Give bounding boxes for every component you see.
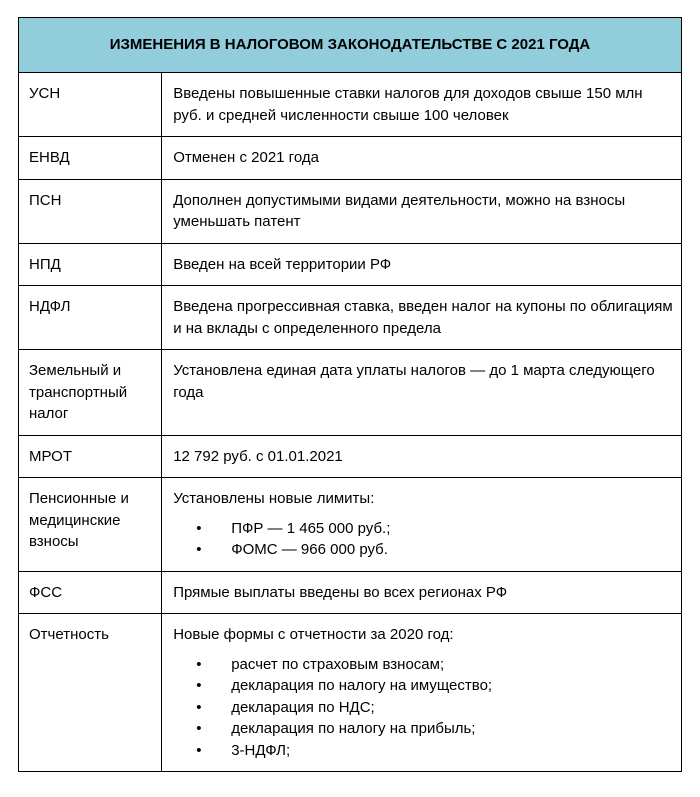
table-row bbox=[19, 243, 682, 286]
table-row bbox=[19, 73, 682, 137]
table-row bbox=[19, 286, 682, 350]
bullet-list bbox=[173, 654, 673, 762]
row-description: Прямые выплаты введены во всех регионах РФ bbox=[162, 571, 682, 614]
row-description: Введены повышенные ставки налогов для доходов свыше 150 млн руб. и средней численности свыше 100 человек bbox=[162, 73, 682, 137]
list-item: • расчет по страховым взносам; bbox=[173, 654, 673, 676]
row-name: ПСН bbox=[19, 179, 162, 243]
table-row bbox=[19, 435, 682, 478]
row-description: Введена прогрессивная ставка, введен налог на купоны по облигациям и на вклады с определенного предела bbox=[162, 286, 682, 350]
row-name: НДФЛ bbox=[19, 286, 162, 350]
row-name: ФСС bbox=[19, 571, 162, 614]
table-row bbox=[19, 179, 682, 243]
row-description: 12 792 руб. с 01.01.2021 bbox=[162, 435, 682, 478]
table-row bbox=[19, 350, 682, 436]
list-item: • декларация по НДС; bbox=[173, 697, 673, 719]
row-description-cell bbox=[162, 478, 682, 572]
tax-changes-table bbox=[18, 17, 682, 772]
row-name: МРОТ bbox=[19, 435, 162, 478]
row-description: Введен на всей территории РФ bbox=[162, 243, 682, 286]
row-description: Отменен с 2021 года bbox=[162, 137, 682, 180]
row-name: НПД bbox=[19, 243, 162, 286]
row-name: ЕНВД bbox=[19, 137, 162, 180]
row-description: Установлены новые лимиты: bbox=[173, 490, 375, 507]
list-item: • декларация по налогу на имущество; bbox=[173, 675, 673, 697]
table-title: ИЗМЕНЕНИЯ В НАЛОГОВОМ ЗАКОНОДАТЕЛЬСТВЕ С 2021 ГОДА bbox=[19, 18, 682, 73]
row-description: Новые формы с отчетности за 2020 год: bbox=[173, 626, 454, 643]
row-description: Установлена единая дата уплаты налогов — до 1 марта следующего года bbox=[162, 350, 682, 436]
table-row bbox=[19, 478, 682, 572]
table-row bbox=[19, 571, 682, 614]
list-item: • ФОМС — 966 000 руб. bbox=[173, 539, 673, 561]
list-item: • декларация по налогу на прибыль; bbox=[173, 718, 673, 740]
table-row bbox=[19, 614, 682, 772]
row-description-cell bbox=[162, 614, 682, 772]
row-description: Дополнен допустимыми видами деятельности, можно на взносы уменьшать патент bbox=[162, 179, 682, 243]
table-row bbox=[19, 137, 682, 180]
row-name: УСН bbox=[19, 73, 162, 137]
bullet-list bbox=[173, 518, 673, 561]
list-item: • ПФР — 1 465 000 руб.; bbox=[173, 518, 673, 540]
row-name: Отчетность bbox=[19, 614, 162, 772]
list-item: • 3-НДФЛ; bbox=[173, 740, 673, 762]
row-name: Земельный и транспортный налог bbox=[19, 350, 162, 436]
table-header-row bbox=[19, 18, 682, 73]
row-name: Пенсионные и медицинские взносы bbox=[19, 478, 162, 572]
